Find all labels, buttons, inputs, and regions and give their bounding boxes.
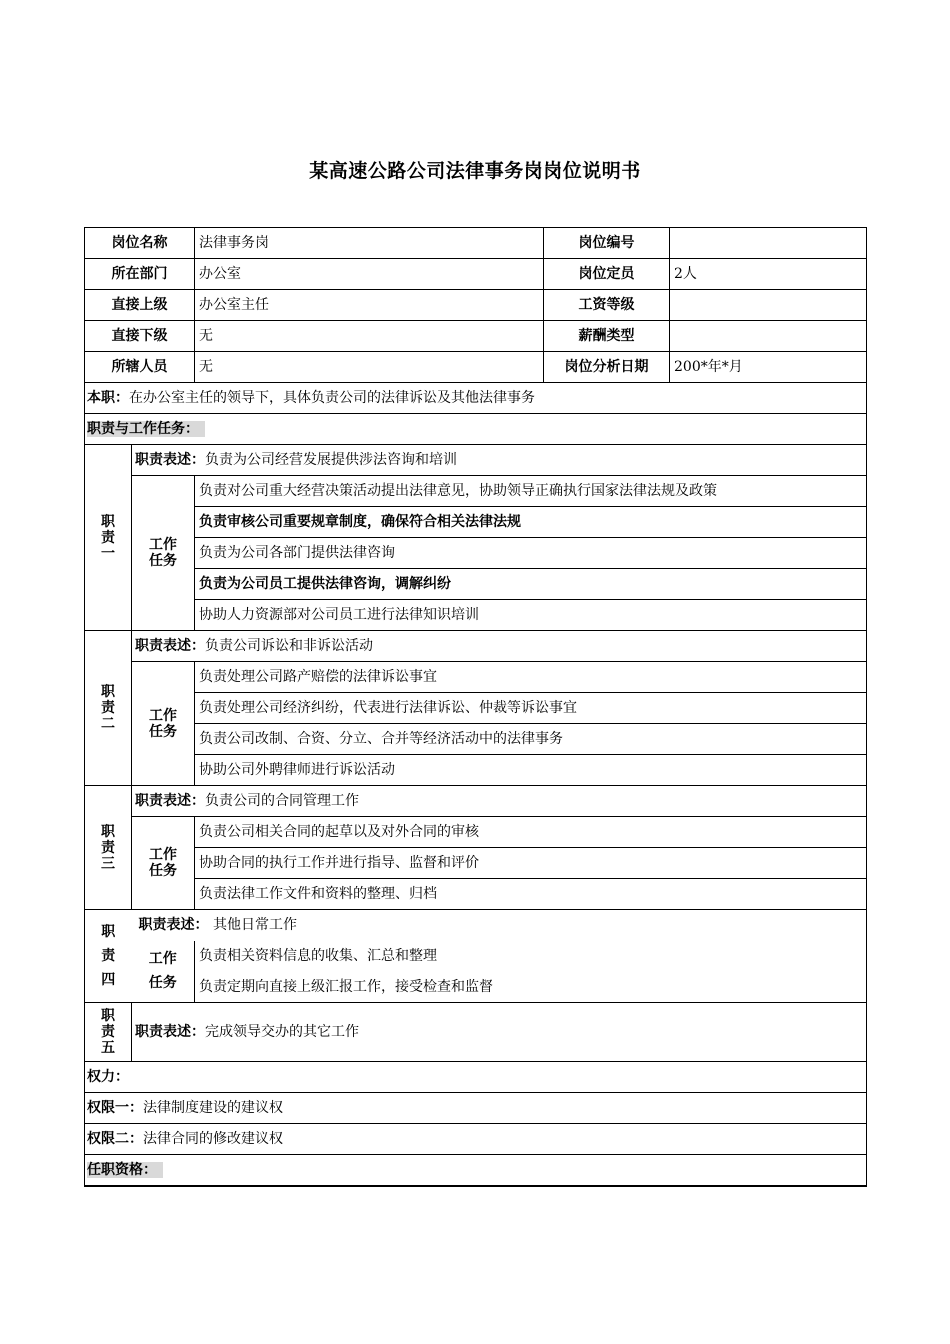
basic-label: 直接上级 (85, 290, 195, 321)
section-header-row (85, 1062, 867, 1093)
basic-value (670, 321, 867, 352)
basic-value (670, 228, 867, 259)
basic-label: 岗位编号 (544, 228, 670, 259)
task-row (85, 724, 867, 755)
task-item: 协助公司外聘律师进行诉讼活动 (195, 755, 867, 786)
task-item: 负责为公司各部门提供法律咨询 (195, 538, 867, 569)
task-row (85, 476, 867, 507)
page-title: 某高速公路公司法律事务岗岗位说明书 (309, 160, 641, 182)
duty-name-text: 职责三 (101, 823, 115, 872)
powers-header: 权力： (87, 1069, 129, 1085)
basic-value: 无 (195, 321, 544, 352)
duty-name (85, 910, 132, 1003)
basic-value: 2人 (670, 259, 867, 290)
duty-row (85, 910, 867, 941)
basic-value: 办公室主任 (195, 290, 544, 321)
section-header-row (85, 1155, 867, 1186)
task-label-text: 工作任务 (149, 847, 177, 879)
duty-statement: 其他日常工作 (208, 917, 297, 934)
task-item: 负责法律工作文件和资料的整理、归档 (195, 879, 867, 910)
duty-statement: 完成领导交办的其它工作 (205, 1024, 359, 1040)
duty-summary-label: 本职： (87, 390, 129, 406)
duty-statement: 负责为公司经营发展提供涉法咨询和培训 (205, 452, 457, 468)
power-text: 法律合同的修改建议权 (143, 1131, 283, 1147)
power-label: 权限二： (87, 1131, 143, 1147)
statement-label: 职责表述： (135, 638, 205, 654)
duty-name (85, 631, 132, 786)
duty-statement: 负责公司的合同管理工作 (205, 793, 359, 809)
task-item: 协助合同的执行工作并进行指导、监督和评价 (195, 848, 867, 879)
task-item: 协助人力资源部对公司员工进行法律知识培训 (195, 600, 867, 631)
task-item: 负责审核公司重要规章制度，确保符合相关法律法规 (195, 507, 867, 538)
task-row (85, 693, 867, 724)
task-label (132, 941, 195, 1003)
power-label: 权限一： (87, 1100, 143, 1116)
duty-row (85, 445, 867, 476)
power-row (85, 1124, 867, 1155)
basic-value: 办公室 (195, 259, 544, 290)
basic-row (85, 290, 867, 321)
basic-label: 所在部门 (85, 259, 195, 290)
task-item: 负责对公司重大经营决策活动提出法律意见，协助领导正确执行国家法律法规及政策 (195, 476, 867, 507)
basic-row (85, 352, 867, 383)
basic-value: 法律事务岗 (195, 228, 544, 259)
task-row (85, 972, 867, 1003)
duty-summary-text: 在办公室主任的领导下，具体负责公司的法律诉讼及其他法律事务 (129, 390, 535, 406)
task-row (85, 538, 867, 569)
duty-name-text: 职责四 (101, 924, 116, 988)
job-description-table (84, 227, 867, 1187)
task-label (132, 476, 195, 631)
task-item: 负责为公司员工提供法律咨询，调解纠纷 (195, 569, 867, 600)
basic-label: 岗位分析日期 (544, 352, 670, 383)
basic-label: 工资等级 (544, 290, 670, 321)
task-row (85, 941, 867, 972)
task-label (132, 817, 195, 910)
task-row (85, 600, 867, 631)
statement-label: 职责表述： (135, 1024, 205, 1040)
statement-label: 职责表述： (135, 452, 205, 468)
duty-name (85, 786, 132, 910)
basic-row (85, 321, 867, 352)
task-label-text: 工作任务 (148, 951, 177, 992)
basic-label: 所辖人员 (85, 352, 195, 383)
task-label (132, 662, 195, 786)
task-item: 负责定期向直接上级汇报工作，接受检查和监督 (195, 972, 867, 1003)
basic-row (85, 259, 867, 290)
task-item: 负责公司相关合同的起草以及对外合同的审核 (195, 817, 867, 848)
task-label-text: 工作任务 (149, 707, 177, 740)
task-item: 负责处理公司路产赔偿的法律诉讼事宜 (195, 662, 867, 693)
duty-name-text: 职责二 (101, 684, 115, 732)
basic-label: 岗位定员 (544, 259, 670, 290)
duties-header: 职责与工作任务： (87, 421, 205, 437)
task-item: 负责公司改制、合资、分立、合并等经济活动中的法律事务 (195, 724, 867, 755)
power-text: 法律制度建设的建议权 (143, 1100, 283, 1116)
basic-value: 无 (195, 352, 544, 383)
task-label-text: 工作任务 (149, 537, 177, 569)
duty-row (85, 786, 867, 817)
duty-name (85, 1003, 132, 1062)
statement-label: 职责表述： (135, 793, 205, 809)
power-row (85, 1093, 867, 1124)
basic-value (670, 290, 867, 321)
basic-label: 直接下级 (85, 321, 195, 352)
qualifications-header: 任职资格： (87, 1162, 163, 1178)
statement-label: 职责表述： (138, 917, 209, 934)
task-row (85, 848, 867, 879)
task-row (85, 507, 867, 538)
basic-value: 200*年*月 (670, 352, 867, 383)
task-item: 负责处理公司经济纠纷，代表进行法律诉讼、仲裁等诉讼事宜 (195, 693, 867, 724)
task-row (85, 879, 867, 910)
task-row (85, 817, 867, 848)
duty-name-text: 职责五 (101, 1008, 115, 1056)
task-row (85, 662, 867, 693)
duty-row (85, 1003, 867, 1062)
section-header-row (85, 414, 867, 445)
task-row (85, 569, 867, 600)
duty-row (85, 631, 867, 662)
duty-summary-row (85, 383, 867, 414)
duty-name (85, 445, 132, 631)
task-row (85, 755, 867, 786)
duty-name-text: 职责一 (101, 513, 115, 562)
basic-row (85, 228, 867, 259)
duty-statement: 负责公司诉讼和非诉讼活动 (205, 638, 373, 654)
basic-label: 岗位名称 (85, 228, 195, 259)
task-item: 负责相关资料信息的收集、汇总和整理 (195, 941, 867, 972)
basic-label: 薪酬类型 (544, 321, 670, 352)
